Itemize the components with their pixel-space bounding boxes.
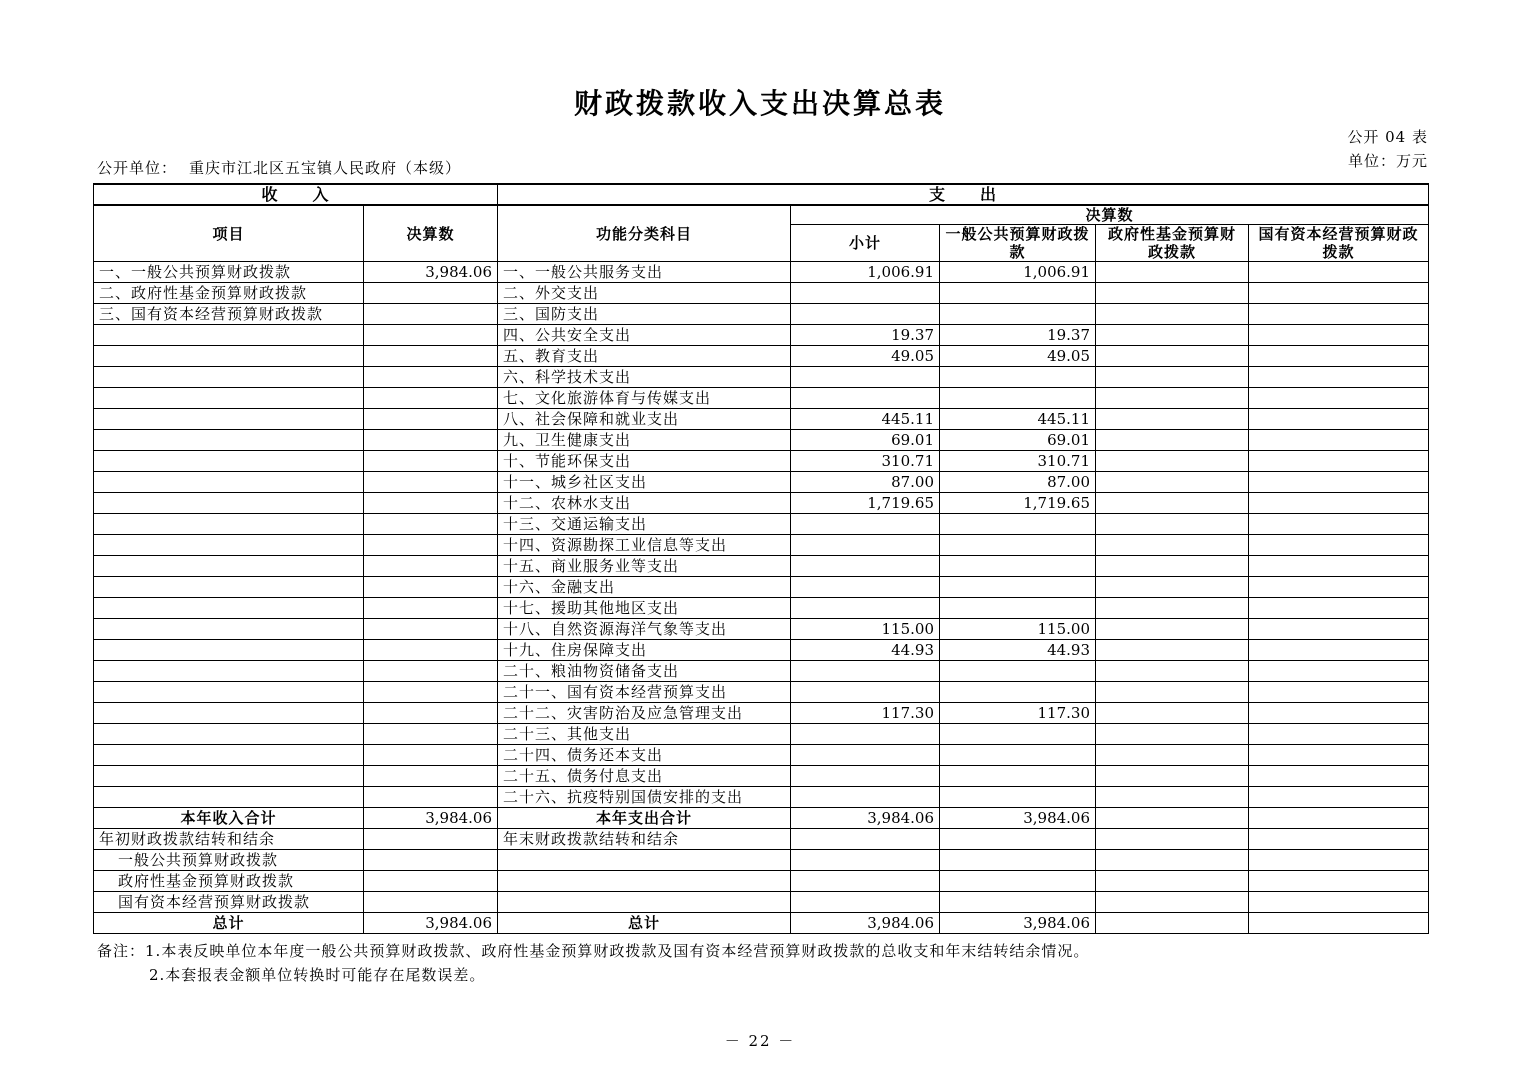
income-item-cell bbox=[94, 682, 364, 703]
expense-state-capital-cell bbox=[1249, 766, 1429, 787]
income-amount-cell bbox=[364, 283, 498, 304]
expense-gov-fund-cell bbox=[1096, 682, 1249, 703]
table-row bbox=[94, 577, 1429, 598]
expense-gov-fund-cell bbox=[1096, 892, 1249, 913]
table-row bbox=[94, 451, 1429, 472]
expense-subtotal-cell: 49.05 bbox=[791, 346, 940, 367]
income-amount-cell bbox=[364, 619, 498, 640]
page-title: 财政拨款收入支出决算总表 bbox=[573, 87, 946, 120]
col-header-gov-fund: 政府性基金预算财政拨款 bbox=[1096, 225, 1249, 262]
expense-gov-fund-cell bbox=[1096, 262, 1249, 283]
expense-gov-fund-cell bbox=[1096, 304, 1249, 325]
expense-gov-fund-cell bbox=[1096, 283, 1249, 304]
expense-item-cell: 十、节能环保支出 bbox=[498, 451, 791, 472]
income-amount-cell bbox=[364, 724, 498, 745]
expense-subtotal-cell: 115.00 bbox=[791, 619, 940, 640]
income-item-cell bbox=[94, 346, 364, 367]
expense-general-budget-cell bbox=[940, 682, 1096, 703]
table-row bbox=[94, 472, 1429, 493]
expense-subtotal-cell bbox=[791, 514, 940, 535]
expense-general-budget-cell bbox=[940, 766, 1096, 787]
income-item-cell: 年初财政拨款结转和结余 bbox=[94, 829, 364, 850]
income-item-cell bbox=[94, 661, 364, 682]
income-item-cell bbox=[94, 619, 364, 640]
expense-item-cell: 十九、住房保障支出 bbox=[498, 640, 791, 661]
expense-state-capital-cell bbox=[1249, 829, 1429, 850]
expense-state-capital-cell bbox=[1249, 661, 1429, 682]
expense-subtotal-cell: 19.37 bbox=[791, 325, 940, 346]
income-amount-cell bbox=[364, 871, 498, 892]
expense-item-cell: 八、社会保障和就业支出 bbox=[498, 409, 791, 430]
expense-gov-fund-cell bbox=[1096, 829, 1249, 850]
expense-subtotal-cell: 117.30 bbox=[791, 703, 940, 724]
table-row bbox=[94, 514, 1429, 535]
expense-subtotal-cell: 3,984.06 bbox=[791, 808, 940, 829]
table-row bbox=[94, 640, 1429, 661]
expense-subtotal-cell bbox=[791, 766, 940, 787]
income-item-cell: 三、国有资本经营预算财政拨款 bbox=[94, 304, 364, 325]
column-header-row-1 bbox=[94, 205, 1429, 225]
income-amount-cell bbox=[364, 850, 498, 871]
expense-general-budget-cell: 87.00 bbox=[940, 472, 1096, 493]
income-amount-cell bbox=[364, 556, 498, 577]
expense-general-budget-cell bbox=[940, 871, 1096, 892]
expense-subtotal-cell bbox=[791, 556, 940, 577]
expense-item-cell: 一、一般公共服务支出 bbox=[498, 262, 791, 283]
expense-subtotal-cell: 69.01 bbox=[791, 430, 940, 451]
income-amount-cell bbox=[364, 598, 498, 619]
income-item-cell: 本年收入合计 bbox=[94, 808, 364, 829]
income-amount-cell bbox=[364, 388, 498, 409]
expense-subtotal-cell bbox=[791, 367, 940, 388]
col-header-item: 项目 bbox=[94, 205, 364, 262]
table-row bbox=[94, 787, 1429, 808]
note-2-text: 2.本套报表金额单位转换时可能存在尾数误差。 bbox=[149, 966, 486, 984]
income-amount-cell bbox=[364, 409, 498, 430]
table-row bbox=[94, 325, 1429, 346]
expense-state-capital-cell bbox=[1249, 640, 1429, 661]
expense-state-capital-cell bbox=[1249, 892, 1429, 913]
expense-subtotal-cell bbox=[791, 892, 940, 913]
expense-state-capital-cell bbox=[1249, 409, 1429, 430]
expense-general-budget-cell: 115.00 bbox=[940, 619, 1096, 640]
expense-gov-fund-cell bbox=[1096, 430, 1249, 451]
col-header-state-capital: 国有资本经营预算财政拨款 bbox=[1249, 225, 1429, 262]
income-item-cell bbox=[94, 535, 364, 556]
income-amount-cell bbox=[364, 703, 498, 724]
table-row bbox=[94, 388, 1429, 409]
expense-state-capital-cell bbox=[1249, 913, 1429, 934]
expense-general-budget-cell bbox=[940, 367, 1096, 388]
expense-item-cell bbox=[498, 850, 791, 871]
expense-state-capital-cell bbox=[1249, 367, 1429, 388]
expense-subtotal-cell bbox=[791, 871, 940, 892]
expense-item-cell: 二十五、债务付息支出 bbox=[498, 766, 791, 787]
expense-gov-fund-cell bbox=[1096, 850, 1249, 871]
income-item-cell bbox=[94, 472, 364, 493]
table-row bbox=[94, 703, 1429, 724]
income-item-cell bbox=[94, 325, 364, 346]
expense-state-capital-cell bbox=[1249, 619, 1429, 640]
expense-gov-fund-cell bbox=[1096, 745, 1249, 766]
income-item-cell: 一、一般公共预算财政拨款 bbox=[94, 262, 364, 283]
expense-general-budget-cell bbox=[940, 787, 1096, 808]
expense-section-header: 支 出 bbox=[498, 184, 1429, 205]
expense-general-budget-cell bbox=[940, 535, 1096, 556]
income-amount-cell bbox=[364, 367, 498, 388]
table-row bbox=[94, 808, 1429, 829]
expense-general-budget-cell: 49.05 bbox=[940, 346, 1096, 367]
expense-subtotal-cell bbox=[791, 598, 940, 619]
expense-gov-fund-cell bbox=[1096, 367, 1249, 388]
table-row bbox=[94, 766, 1429, 787]
expense-gov-fund-cell bbox=[1096, 640, 1249, 661]
expense-state-capital-cell bbox=[1249, 451, 1429, 472]
expense-gov-fund-cell bbox=[1096, 724, 1249, 745]
income-item-cell bbox=[94, 514, 364, 535]
expense-gov-fund-cell bbox=[1096, 535, 1249, 556]
expense-state-capital-cell bbox=[1249, 535, 1429, 556]
expense-general-budget-cell bbox=[940, 892, 1096, 913]
table-row bbox=[94, 892, 1429, 913]
expense-state-capital-cell bbox=[1249, 787, 1429, 808]
col-header-func: 功能分类科目 bbox=[498, 205, 791, 262]
income-amount-cell bbox=[364, 535, 498, 556]
expense-subtotal-cell bbox=[791, 283, 940, 304]
expense-subtotal-cell bbox=[791, 829, 940, 850]
expense-gov-fund-cell bbox=[1096, 619, 1249, 640]
expense-state-capital-cell bbox=[1249, 304, 1429, 325]
income-item-cell bbox=[94, 787, 364, 808]
income-amount-cell bbox=[364, 451, 498, 472]
expense-state-capital-cell bbox=[1249, 325, 1429, 346]
col-header-subtotal: 小计 bbox=[791, 225, 940, 262]
notes bbox=[97, 939, 1428, 987]
table-row bbox=[94, 871, 1429, 892]
expense-gov-fund-cell bbox=[1096, 346, 1249, 367]
expense-subtotal-cell: 87.00 bbox=[791, 472, 940, 493]
expense-subtotal-cell bbox=[791, 682, 940, 703]
expense-subtotal-cell bbox=[791, 304, 940, 325]
expense-general-budget-cell: 69.01 bbox=[940, 430, 1096, 451]
income-amount-cell bbox=[364, 745, 498, 766]
expense-general-budget-cell bbox=[940, 850, 1096, 871]
expense-item-cell: 总计 bbox=[498, 913, 791, 934]
expense-subtotal-cell bbox=[791, 577, 940, 598]
col-header-general-budget: 一般公共预算财政拨款 bbox=[940, 225, 1096, 262]
table-row bbox=[94, 262, 1429, 283]
expense-general-budget-cell bbox=[940, 598, 1096, 619]
expense-gov-fund-cell bbox=[1096, 388, 1249, 409]
table-row bbox=[94, 409, 1429, 430]
expense-state-capital-cell bbox=[1249, 388, 1429, 409]
income-amount-cell: 3,984.06 bbox=[364, 913, 498, 934]
expense-item-cell: 二十一、国有资本经营预算支出 bbox=[498, 682, 791, 703]
income-item-cell bbox=[94, 577, 364, 598]
expense-general-budget-cell: 1,719.65 bbox=[940, 493, 1096, 514]
expense-item-cell: 五、教育支出 bbox=[498, 346, 791, 367]
expense-state-capital-cell bbox=[1249, 871, 1429, 892]
expense-item-cell: 十一、城乡社区支出 bbox=[498, 472, 791, 493]
expense-item-cell: 十二、农林水支出 bbox=[498, 493, 791, 514]
org-line bbox=[97, 157, 461, 178]
expense-general-budget-cell: 117.30 bbox=[940, 703, 1096, 724]
expense-general-budget-cell bbox=[940, 388, 1096, 409]
income-item-cell bbox=[94, 430, 364, 451]
income-item-cell bbox=[94, 724, 364, 745]
expense-general-budget-cell: 310.71 bbox=[940, 451, 1096, 472]
income-item-cell bbox=[94, 745, 364, 766]
expense-state-capital-cell bbox=[1249, 850, 1429, 871]
expense-general-budget-cell bbox=[940, 556, 1096, 577]
expense-item-cell: 十四、资源勘探工业信息等支出 bbox=[498, 535, 791, 556]
expense-gov-fund-cell bbox=[1096, 871, 1249, 892]
expense-general-budget-cell bbox=[940, 577, 1096, 598]
expense-subtotal-cell bbox=[791, 745, 940, 766]
expense-item-cell: 四、公共安全支出 bbox=[498, 325, 791, 346]
income-amount-cell bbox=[364, 514, 498, 535]
expense-item-cell: 年末财政拨款结转和结余 bbox=[498, 829, 791, 850]
expense-subtotal-cell: 1,006.91 bbox=[791, 262, 940, 283]
income-amount-cell bbox=[364, 430, 498, 451]
income-item-cell bbox=[94, 367, 364, 388]
income-amount-cell bbox=[364, 787, 498, 808]
expense-gov-fund-cell bbox=[1096, 913, 1249, 934]
expense-item-cell: 二十四、债务还本支出 bbox=[498, 745, 791, 766]
notes-label: 备注： bbox=[97, 942, 146, 960]
expense-state-capital-cell bbox=[1249, 745, 1429, 766]
table-row bbox=[94, 535, 1429, 556]
expense-gov-fund-cell bbox=[1096, 766, 1249, 787]
table-row bbox=[94, 913, 1429, 934]
expense-gov-fund-cell bbox=[1096, 556, 1249, 577]
income-amount-cell bbox=[364, 661, 498, 682]
expense-state-capital-cell bbox=[1249, 283, 1429, 304]
income-amount-cell bbox=[364, 829, 498, 850]
expense-item-cell: 十七、援助其他地区支出 bbox=[498, 598, 791, 619]
table-row bbox=[94, 556, 1429, 577]
expense-item-cell: 九、卫生健康支出 bbox=[498, 430, 791, 451]
income-item-cell bbox=[94, 556, 364, 577]
expense-item-cell: 二十三、其他支出 bbox=[498, 724, 791, 745]
expense-general-budget-cell bbox=[940, 283, 1096, 304]
expense-gov-fund-cell bbox=[1096, 472, 1249, 493]
expense-gov-fund-cell bbox=[1096, 493, 1249, 514]
expense-state-capital-cell bbox=[1249, 514, 1429, 535]
expense-general-budget-cell bbox=[940, 661, 1096, 682]
income-amount-cell: 3,984.06 bbox=[364, 262, 498, 283]
income-amount-cell bbox=[364, 892, 498, 913]
income-item-cell bbox=[94, 640, 364, 661]
section-header-row bbox=[94, 184, 1429, 205]
expense-state-capital-cell bbox=[1249, 472, 1429, 493]
table-number: 公开 04 表 bbox=[1347, 128, 1428, 146]
income-amount-cell bbox=[364, 640, 498, 661]
expense-gov-fund-cell bbox=[1096, 451, 1249, 472]
expense-item-cell: 十六、金融支出 bbox=[498, 577, 791, 598]
expense-general-budget-cell: 1,006.91 bbox=[940, 262, 1096, 283]
unit-label: 单位：万元 bbox=[1347, 152, 1428, 170]
expense-state-capital-cell bbox=[1249, 598, 1429, 619]
table-row bbox=[94, 283, 1429, 304]
org-name: 重庆市江北区五宝镇人民政府（本级） bbox=[189, 159, 462, 177]
expense-state-capital-cell bbox=[1249, 577, 1429, 598]
expense-subtotal-cell: 44.93 bbox=[791, 640, 940, 661]
expense-general-budget-cell: 3,984.06 bbox=[940, 808, 1096, 829]
income-section-header: 收 入 bbox=[94, 184, 498, 205]
expense-gov-fund-cell bbox=[1096, 325, 1249, 346]
expense-item-cell: 十五、商业服务业等支出 bbox=[498, 556, 791, 577]
expense-state-capital-cell bbox=[1249, 430, 1429, 451]
expense-gov-fund-cell bbox=[1096, 598, 1249, 619]
expense-general-budget-cell bbox=[940, 724, 1096, 745]
expense-item-cell: 十三、交通运输支出 bbox=[498, 514, 791, 535]
expense-subtotal-cell bbox=[791, 661, 940, 682]
expense-state-capital-cell bbox=[1249, 493, 1429, 514]
fiscal-table bbox=[93, 183, 1429, 934]
expense-general-budget-cell bbox=[940, 304, 1096, 325]
expense-subtotal-cell: 3,984.06 bbox=[791, 913, 940, 934]
expense-item-cell bbox=[498, 871, 791, 892]
expense-subtotal-cell bbox=[791, 724, 940, 745]
expense-state-capital-cell bbox=[1249, 346, 1429, 367]
note-line-1 bbox=[97, 939, 1428, 963]
expense-general-budget-cell: 19.37 bbox=[940, 325, 1096, 346]
expense-subtotal-cell bbox=[791, 787, 940, 808]
income-item-cell bbox=[94, 451, 364, 472]
income-amount-cell bbox=[364, 493, 498, 514]
expense-gov-fund-cell bbox=[1096, 703, 1249, 724]
table-row bbox=[94, 682, 1429, 703]
expense-general-budget-cell: 44.93 bbox=[940, 640, 1096, 661]
expense-general-budget-cell: 445.11 bbox=[940, 409, 1096, 430]
table-row bbox=[94, 304, 1429, 325]
col-header-expense-settle: 决算数 bbox=[791, 205, 1429, 225]
expense-item-cell: 十八、自然资源海洋气象等支出 bbox=[498, 619, 791, 640]
expense-state-capital-cell bbox=[1249, 556, 1429, 577]
col-header-income-settle: 决算数 bbox=[364, 205, 498, 262]
expense-general-budget-cell bbox=[940, 829, 1096, 850]
org-label: 公开单位： bbox=[97, 159, 178, 177]
expense-gov-fund-cell bbox=[1096, 514, 1249, 535]
table-row bbox=[94, 430, 1429, 451]
income-item-cell bbox=[94, 703, 364, 724]
income-amount-cell bbox=[364, 304, 498, 325]
expense-subtotal-cell: 445.11 bbox=[791, 409, 940, 430]
page-number: － 22 － bbox=[724, 1032, 796, 1050]
expense-general-budget-cell: 3,984.06 bbox=[940, 913, 1096, 934]
expense-state-capital-cell bbox=[1249, 682, 1429, 703]
expense-general-budget-cell bbox=[940, 745, 1096, 766]
income-item-cell bbox=[94, 493, 364, 514]
expense-gov-fund-cell bbox=[1096, 409, 1249, 430]
note-1-text: 1.本表反映单位本年度一般公共预算财政拨款、政府性基金预算财政拨款及国有资本经营预算财政拨款的总收支和年末结转结余情况。 bbox=[145, 942, 1090, 960]
table-row bbox=[94, 850, 1429, 871]
table-row bbox=[94, 493, 1429, 514]
expense-gov-fund-cell bbox=[1096, 787, 1249, 808]
table-row bbox=[94, 619, 1429, 640]
income-item-cell bbox=[94, 766, 364, 787]
expense-subtotal-cell bbox=[791, 850, 940, 871]
income-item-cell: 国有资本经营预算财政拨款 bbox=[94, 892, 364, 913]
expense-item-cell: 七、文化旅游体育与传媒支出 bbox=[498, 388, 791, 409]
table-row bbox=[94, 829, 1429, 850]
expense-item-cell: 三、国防支出 bbox=[498, 304, 791, 325]
expense-gov-fund-cell bbox=[1096, 577, 1249, 598]
expense-item-cell: 二十、粮油物资储备支出 bbox=[498, 661, 791, 682]
table-row bbox=[94, 367, 1429, 388]
income-amount-cell bbox=[364, 766, 498, 787]
income-amount-cell bbox=[364, 346, 498, 367]
income-amount-cell bbox=[364, 472, 498, 493]
expense-subtotal-cell: 1,719.65 bbox=[791, 493, 940, 514]
expense-subtotal-cell: 310.71 bbox=[791, 451, 940, 472]
income-amount-cell bbox=[364, 577, 498, 598]
income-item-cell bbox=[94, 598, 364, 619]
income-item-cell: 二、政府性基金预算财政拨款 bbox=[94, 283, 364, 304]
expense-item-cell: 二十六、抗疫特别国债安排的支出 bbox=[498, 787, 791, 808]
income-amount-cell: 3,984.06 bbox=[364, 808, 498, 829]
expense-state-capital-cell bbox=[1249, 703, 1429, 724]
expense-state-capital-cell bbox=[1249, 724, 1429, 745]
table-area bbox=[93, 183, 1428, 987]
income-item-cell bbox=[94, 388, 364, 409]
table-row bbox=[94, 661, 1429, 682]
income-item-cell bbox=[94, 409, 364, 430]
expense-item-cell: 六、科学技术支出 bbox=[498, 367, 791, 388]
expense-subtotal-cell bbox=[791, 388, 940, 409]
table-row bbox=[94, 745, 1429, 766]
table-row bbox=[94, 724, 1429, 745]
income-item-cell: 一般公共预算财政拨款 bbox=[94, 850, 364, 871]
expense-gov-fund-cell bbox=[1096, 808, 1249, 829]
expense-item-cell bbox=[498, 892, 791, 913]
expense-general-budget-cell bbox=[940, 514, 1096, 535]
expense-gov-fund-cell bbox=[1096, 661, 1249, 682]
income-item-cell: 总计 bbox=[94, 913, 364, 934]
table-body bbox=[94, 262, 1429, 934]
income-item-cell: 政府性基金预算财政拨款 bbox=[94, 871, 364, 892]
expense-subtotal-cell bbox=[791, 535, 940, 556]
expense-item-cell: 二十二、灾害防治及应急管理支出 bbox=[498, 703, 791, 724]
income-amount-cell bbox=[364, 325, 498, 346]
table-row bbox=[94, 598, 1429, 619]
expense-state-capital-cell bbox=[1249, 808, 1429, 829]
expense-item-cell: 本年支出合计 bbox=[498, 808, 791, 829]
income-amount-cell bbox=[364, 682, 498, 703]
expense-item-cell: 二、外交支出 bbox=[498, 283, 791, 304]
table-row bbox=[94, 346, 1429, 367]
expense-state-capital-cell bbox=[1249, 262, 1429, 283]
